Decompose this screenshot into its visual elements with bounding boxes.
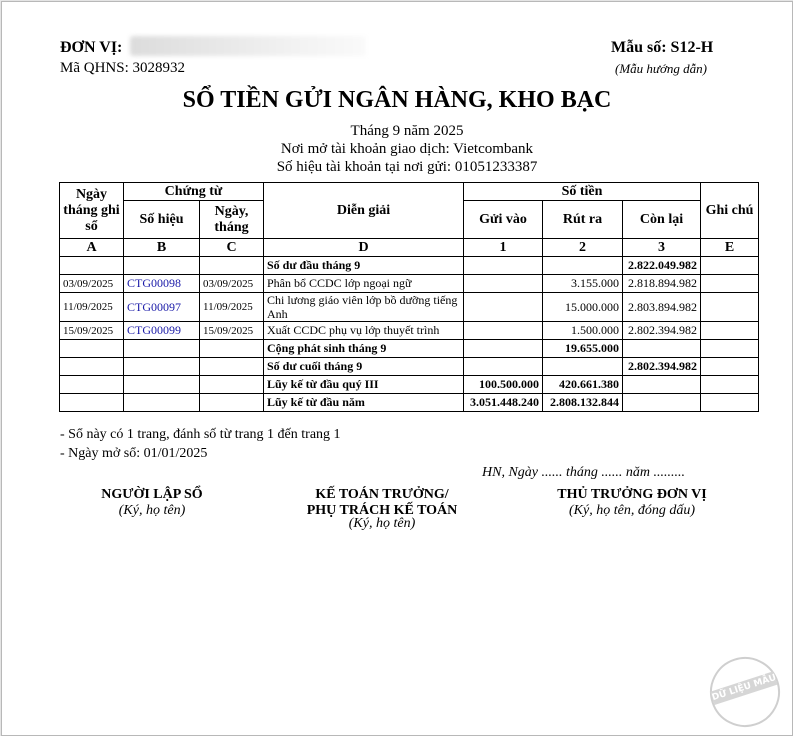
table-row bbox=[60, 340, 759, 358]
cell-date: 03/09/2025 bbox=[60, 275, 124, 293]
cell-voucher-date bbox=[200, 394, 264, 412]
cell-voucher-date bbox=[200, 376, 264, 394]
cell-voucher-date: 03/09/2025 bbox=[200, 275, 264, 293]
column-letter: 2 bbox=[543, 239, 623, 257]
header-amount: Số tiền bbox=[464, 183, 701, 201]
table-row bbox=[60, 257, 759, 275]
cell-note bbox=[701, 394, 759, 412]
cell-deposit bbox=[464, 293, 543, 322]
table-row bbox=[60, 358, 759, 376]
cell-description: Phân bổ CCDC lớp ngoại ngữ bbox=[264, 275, 464, 293]
cell-voucher-no bbox=[124, 257, 200, 275]
head-hint: (Ký, họ tên, đóng dấu) bbox=[569, 503, 695, 518]
preparer-hint: (Ký, họ tên) bbox=[118, 503, 186, 518]
cell-voucher-date bbox=[200, 358, 264, 376]
cell-balance: 2.802.394.982 bbox=[623, 358, 701, 376]
stamp-text: DỮ LIỆU MẪU bbox=[710, 672, 778, 704]
cell-voucher-no[interactable]: CTG00098 bbox=[124, 275, 200, 293]
cell-voucher-date bbox=[200, 257, 264, 275]
cell-deposit bbox=[464, 322, 543, 340]
open-date-note: - Ngày mở sổ: 01/01/2025 bbox=[60, 446, 208, 461]
cell-deposit bbox=[464, 340, 543, 358]
accountant-title-1: KẾ TOÁN TRƯỞNG/ bbox=[315, 487, 449, 502]
accountant-signature bbox=[282, 487, 482, 532]
cell-description: Chi lương giáo viên lớp bồ dưỡng tiếng Anh bbox=[264, 293, 464, 322]
header-note: Ghi chú bbox=[701, 183, 759, 239]
column-letter: 3 bbox=[623, 239, 701, 257]
cell-voucher-no bbox=[124, 340, 200, 358]
cell-withdraw bbox=[543, 358, 623, 376]
cell-date: 15/09/2025 bbox=[60, 322, 124, 340]
cell-withdraw: 3.155.000 bbox=[543, 275, 623, 293]
cell-date bbox=[60, 257, 124, 275]
cell-voucher-date: 15/09/2025 bbox=[200, 322, 264, 340]
accountant-title-2: PHỤ TRÁCH KẾ TOÁN bbox=[306, 503, 458, 518]
cell-balance: 2.803.894.982 bbox=[623, 293, 701, 322]
header-balance: Còn lại bbox=[623, 201, 701, 239]
cell-description: Xuất CCDC phụ vụ lớp thuyết trình bbox=[264, 322, 464, 340]
document-page bbox=[1, 1, 793, 736]
table-row bbox=[60, 376, 759, 394]
head-title: THỦ TRƯỞNG ĐƠN VỊ bbox=[557, 487, 707, 502]
sample-data-stamp-icon bbox=[701, 648, 789, 736]
ledger-table bbox=[59, 182, 759, 412]
signature-date-line: HN, Ngày ...... tháng ...... năm ......... bbox=[482, 465, 685, 480]
header-deposit: Gửi vào bbox=[464, 201, 543, 239]
cell-note bbox=[701, 322, 759, 340]
cell-balance bbox=[623, 340, 701, 358]
cell-balance: 2.818.894.982 bbox=[623, 275, 701, 293]
qhns-code: Mã QHNS: 3028932 bbox=[60, 60, 186, 76]
table-row bbox=[60, 394, 759, 412]
table-row bbox=[60, 322, 759, 340]
cell-voucher-no[interactable]: CTG00099 bbox=[124, 322, 200, 340]
cell-note bbox=[701, 376, 759, 394]
period-line: Tháng 9 năm 2025 bbox=[350, 123, 464, 139]
cell-withdraw bbox=[543, 257, 623, 275]
ledger-body bbox=[60, 257, 759, 412]
cell-voucher-date bbox=[200, 340, 264, 358]
header-description: Diễn giải bbox=[264, 183, 464, 239]
cell-note bbox=[701, 293, 759, 322]
cell-note bbox=[701, 275, 759, 293]
cell-date bbox=[60, 340, 124, 358]
column-letter: E bbox=[701, 239, 759, 257]
column-letter: C bbox=[200, 239, 264, 257]
cell-note bbox=[701, 358, 759, 376]
preparer-title: NGƯỜI LẬP SỔ bbox=[101, 487, 203, 502]
cell-balance: 2.822.049.982 bbox=[623, 257, 701, 275]
header-voucher-date: Ngày, tháng bbox=[200, 201, 264, 239]
column-letter: B bbox=[124, 239, 200, 257]
cell-withdraw: 420.661.380 bbox=[543, 376, 623, 394]
cell-voucher-no bbox=[124, 358, 200, 376]
cell-date bbox=[60, 358, 124, 376]
header-voucher-no: Số hiệu bbox=[124, 201, 200, 239]
header-date: Ngày tháng ghi sổ bbox=[60, 183, 124, 239]
cell-date: 11/09/2025 bbox=[60, 293, 124, 322]
cell-date bbox=[60, 376, 124, 394]
head-signature bbox=[522, 487, 742, 519]
bank-line: Nơi mở tài khoản giao dịch: Vietcombank bbox=[280, 141, 534, 157]
form-note: (Mẫu hướng dẫn) bbox=[615, 61, 708, 76]
cell-description: Lũy kế từ đầu quý III bbox=[264, 376, 464, 394]
column-letter: A bbox=[60, 239, 124, 257]
cell-description: Cộng phát sinh tháng 9 bbox=[264, 340, 464, 358]
account-line: Số hiệu tài khoản tại nơi gửi: 01051233387 bbox=[276, 159, 538, 175]
preparer-signature bbox=[62, 487, 242, 519]
cell-voucher-date: 11/09/2025 bbox=[200, 293, 264, 322]
cell-deposit bbox=[464, 257, 543, 275]
cell-withdraw: 15.000.000 bbox=[543, 293, 623, 322]
header-voucher: Chứng từ bbox=[124, 183, 264, 201]
cell-deposit: 100.500.000 bbox=[464, 376, 543, 394]
column-letter: 1 bbox=[464, 239, 543, 257]
cell-description: Lũy kế từ đầu năm bbox=[264, 394, 464, 412]
cell-withdraw: 2.808.132.844 bbox=[543, 394, 623, 412]
cell-description: Số dư đầu tháng 9 bbox=[264, 257, 464, 275]
redacted-unit-name bbox=[130, 36, 366, 56]
cell-balance: 2.802.394.982 bbox=[623, 322, 701, 340]
cell-withdraw: 1.500.000 bbox=[543, 322, 623, 340]
cell-voucher-no[interactable]: CTG00097 bbox=[124, 293, 200, 322]
table-row bbox=[60, 275, 759, 293]
cell-note bbox=[701, 340, 759, 358]
form-number: Mẫu số: S12-H bbox=[611, 39, 714, 56]
cell-voucher-no bbox=[124, 394, 200, 412]
cell-voucher-no bbox=[124, 376, 200, 394]
cell-balance bbox=[623, 394, 701, 412]
cell-withdraw: 19.655.000 bbox=[543, 340, 623, 358]
column-letter: D bbox=[264, 239, 464, 257]
cell-balance bbox=[623, 376, 701, 394]
header-withdraw: Rút ra bbox=[543, 201, 623, 239]
table-row bbox=[60, 293, 759, 322]
accountant-hint: (Ký, họ tên) bbox=[348, 516, 416, 531]
unit-label: ĐƠN VỊ: bbox=[60, 39, 123, 56]
document-title: SỔ TIỀN GỬI NGÂN HÀNG, KHO BẠC bbox=[182, 87, 612, 113]
cell-deposit: 3.051.448.240 bbox=[464, 394, 543, 412]
cell-note bbox=[701, 257, 759, 275]
cell-description: Số dư cuối tháng 9 bbox=[264, 358, 464, 376]
cell-deposit bbox=[464, 275, 543, 293]
page-count-note: - Sổ này có 1 trang, đánh số từ trang 1 đến trang 1 bbox=[60, 427, 341, 442]
cell-date bbox=[60, 394, 124, 412]
cell-deposit bbox=[464, 358, 543, 376]
